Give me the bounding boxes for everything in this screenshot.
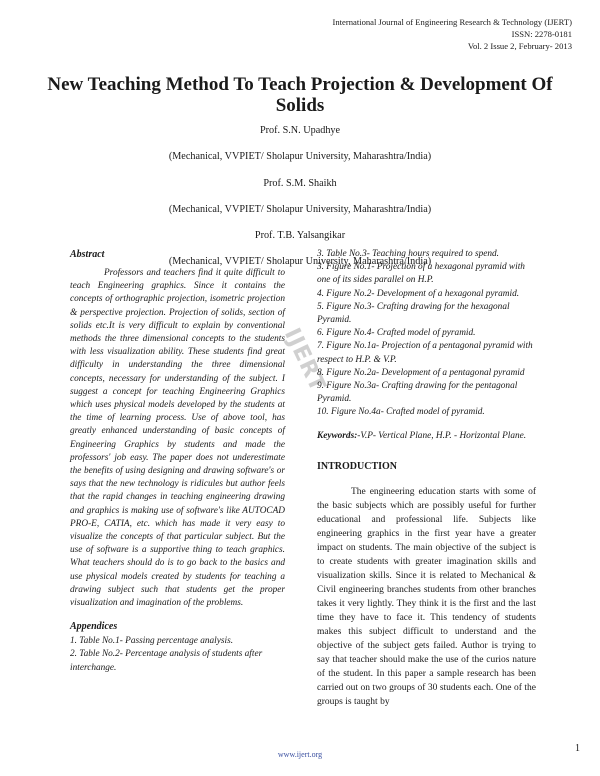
journal-volume: Vol. 2 Issue 2, February- 2013	[467, 41, 572, 51]
figure-list-item: 5. Figure No.3- Crafting drawing for the hexagonal Pyramid.	[317, 301, 510, 326]
appendices-heading: Appendices	[70, 621, 118, 633]
figure-list-item: 4. Figure No.2- Development of a hexagonal pyramid.	[317, 288, 520, 299]
appendices-list	[70, 635, 285, 675]
figure-list-item: 9. Figure No.3a- Crafting drawing for the pentagonal Pyramid.	[317, 381, 518, 405]
author-affiliation-2: (Mechanical, VVPIET/ Sholapur University, Maharashtra/India)	[168, 203, 432, 215]
appendix-item: 2. Table No.2- Percentage analysis of students after interchange.	[70, 649, 263, 673]
abstract-heading: Abstract	[70, 249, 105, 260]
introduction-heading: INTRODUCTION	[317, 460, 398, 472]
footer-url-link[interactable]: www.ijert.org	[277, 750, 323, 759]
author-name-2: Prof. S.M. Shaikh	[263, 177, 337, 189]
author-affiliation-3: (Mechanical, VVPIET/ Sholapur University, Maharashtra/India)	[168, 256, 432, 268]
abstract-text: Professors and teachers find it quite difficult to teach Engineering graphics. Since it contains the concepts of orthographic projection, isometric projection & perspective projection. Projection of solids, section of solids etc.It is very difficult to explain by conventional methods the three dimensional concepts to the students with less visualization ability. These students find great difficulty in understanding the three dimensional concepts, necessary for understanding of the subject. I suggest a concept for teaching Engineering Graphics which uses physical models developed by the students at the time of learning process. Use of above tool, has greatly enhanced understanding of basic concepts of Engineering Graphics by students and made the professors' job easy. The paper does not underestimate the benefits of using designing and drawing software's or says that the new technology is ridicules but author feels that the rapid changes in teaching engineering drawing and graphics is making use of software's like AUTOCAD PRO-E, CATIA, etc. which has made it very easy to visualize the concepts of that particular subject. But the use of software is a supportive thing to teach graphics. What teachers should do is to go back to the basics and use physical models created by students for teaching a drawing subject such that students get the proper visualization and imagination of the problems.	[70, 268, 285, 609]
left-column	[70, 248, 285, 675]
figures-list	[317, 248, 536, 420]
figure-list-item: 3. Table No.3- Teaching hours required to spend.	[317, 249, 499, 259]
keywords	[317, 430, 536, 443]
right-column	[317, 248, 536, 709]
appendix-item: 1. Table No.1- Passing percentage analysis.	[70, 636, 234, 647]
paper-title: New Teaching Method To Teach Projection & Development Of Solids	[47, 74, 553, 116]
figure-list-item: 3. Figure No.1- Projection of a hexagonal pyramid with one of its sides parallel on H.P.	[317, 262, 525, 286]
page-number: 1	[575, 743, 580, 754]
journal-name: International Journal of Engineering Research & Technology (IJERT)	[332, 17, 572, 27]
ijert-watermark: IJERT	[279, 324, 331, 396]
author-affiliation-1: (Mechanical, VVPIET/ Sholapur University, Maharashtra/India)	[168, 151, 432, 163]
author-name-1: Prof. S.N. Upadhye	[259, 125, 341, 136]
journal-header	[332, 16, 572, 52]
journal-issn: ISSN: 2278-0181	[511, 29, 572, 39]
author-name-3: Prof. T.B. Yalsangikar	[254, 230, 346, 242]
figure-list-item: 8. Figure No.2a- Development of a pentagonal pyramid	[317, 367, 525, 378]
figure-list-item: 10. Figure No.4a- Crafted model of pyramid.	[317, 407, 485, 418]
keywords-text: -V.P- Vertical Plane, H.P. - Horizontal Plane.	[357, 430, 527, 441]
keywords-label: Keywords:	[317, 430, 358, 441]
introduction-text: The engineering education starts with some of the basic subjects which are possibly useful for further educational and professional life. Subjects like engineering graphics in the first year have a greater impact on students. The main objective of the subject is to create students with greater imagination skills and visualization skills. Since it is related to Mechanical & Civil engineering branches students from other branches takes it very lightly. They think it is the first and the last time they have to face it. This tendency of students makes this subject difficult to understand and the objective of the subject gets failed. Author is trying to say that teacher should make the use of the curios nature of the student. In this paper a sample research has been carried out on two groups of 30 students each. One of the groups is taught by	[317, 487, 536, 708]
figure-list-item: 6. Figure No.4- Crafted model of pyramid.	[317, 328, 476, 339]
figure-list-item: 7. Figure No.1a- Projection of a pentagonal pyramid with respect to H.P. & V.P.	[317, 341, 533, 365]
